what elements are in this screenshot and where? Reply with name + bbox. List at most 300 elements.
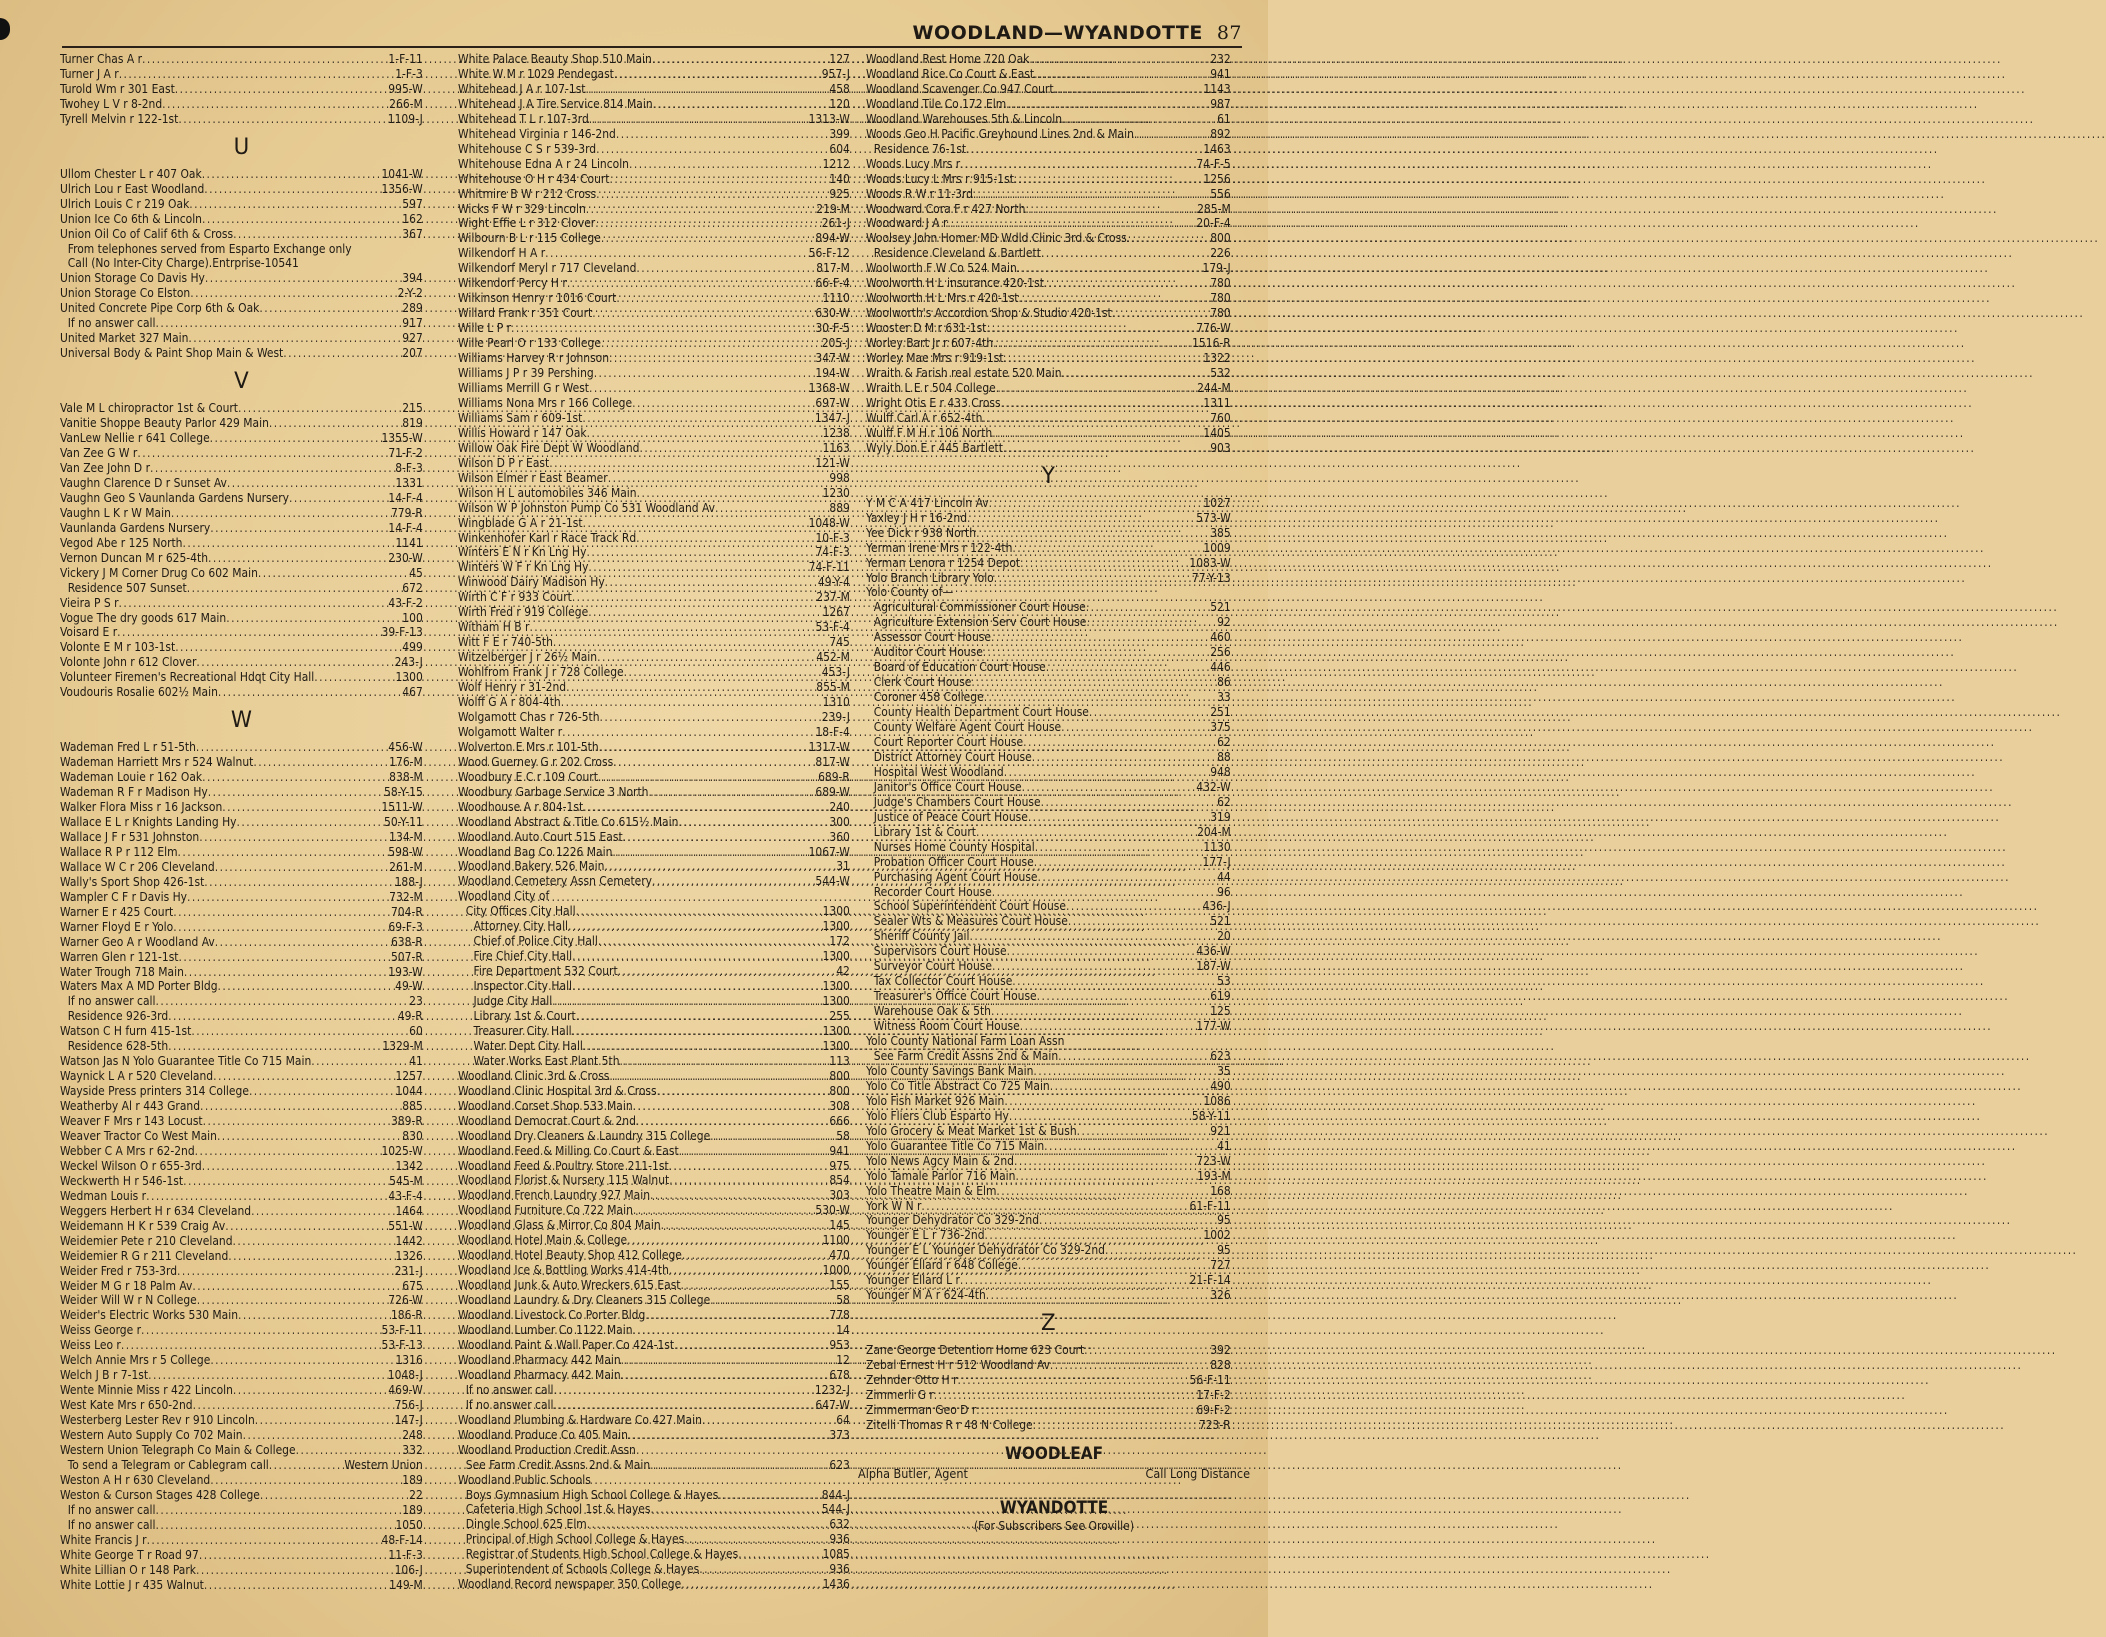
listing-row <box>458 620 850 635</box>
leader-dots <box>967 511 1196 526</box>
leader-dots <box>202 167 382 182</box>
leader-dots <box>210 1353 395 1368</box>
phone-number: 1329-M <box>382 1039 423 1054</box>
leader-dots <box>233 1234 396 1249</box>
listing-name: Willis Howard r 147 Oak <box>458 425 587 440</box>
listing-row <box>458 1577 850 1592</box>
phone-number: 43-F-4 <box>388 1188 423 1203</box>
leader-dots <box>218 685 402 700</box>
leader-dots <box>1035 840 1204 855</box>
listing-row <box>60 227 423 242</box>
phone-number: 936 <box>829 1562 850 1577</box>
page-header <box>913 22 1242 44</box>
listing-name: Probation Officer Court House <box>873 854 1034 869</box>
listing-name: If no answer call <box>67 1517 156 1532</box>
listing-name: Winters E N r Kn Lng Hy <box>458 545 587 560</box>
listing-row <box>60 1473 423 1488</box>
listing-name: Agriculture Extension Serv Court House <box>873 615 1087 630</box>
listing-name: Wademan R F r Madison Hy <box>60 785 208 800</box>
leader-dots <box>992 959 1196 974</box>
listing-row <box>60 1054 423 1069</box>
phone-number: 1516-R <box>1192 336 1231 351</box>
leader-dots <box>203 1114 391 1129</box>
phone-number: 155 <box>829 1278 850 1293</box>
leader-dots <box>552 994 822 1009</box>
listing-name: Y M C A 417 Lincoln Av <box>866 495 989 510</box>
listing-row <box>866 600 1231 615</box>
phone-number: 11-F-3 <box>388 1547 423 1562</box>
listing-row <box>458 531 850 546</box>
listing-row <box>458 874 850 889</box>
listing-name: Ulrich Lou r East Woodland <box>60 181 205 196</box>
leader-dots <box>1028 810 1210 825</box>
listing-row <box>60 1264 423 1279</box>
listing-name: Zimmerman Geo D r <box>866 1403 977 1418</box>
listing-name: Volunteer Firemen's Recreational Hdqt City Hall <box>60 670 315 685</box>
listing-row <box>60 197 423 212</box>
leader-dots <box>1007 944 1197 959</box>
phone-number: 332 <box>402 1443 423 1458</box>
leader-dots <box>168 1009 398 1024</box>
phone-number: 780 <box>1210 291 1231 306</box>
listing-name: Supervisors Court House <box>873 944 1007 959</box>
listing-name: Wilkinson Henry r 1016 Court <box>458 291 617 306</box>
listing-name: Justice of Peace Court House <box>873 809 1028 824</box>
leader-dots <box>175 640 402 655</box>
phone-number: 917 <box>402 316 423 331</box>
listing-row <box>866 855 1231 870</box>
listing-row <box>60 1204 423 1219</box>
listing-name: Woodland Feed & Milling Co Court & East <box>458 1143 679 1158</box>
leader-dots <box>1033 1418 1199 1433</box>
phone-number: 995-W <box>388 81 423 96</box>
listing-name: Whitehouse Edna A r 24 Lincoln <box>458 156 629 171</box>
listing-name: Wyly Don E r 445 Bartlett <box>866 440 1003 455</box>
listing-row <box>458 501 850 516</box>
leader-dots <box>702 1413 836 1428</box>
phone-number: 1355-W <box>381 431 423 446</box>
leader-dots <box>738 1547 822 1562</box>
phone-number: 39-F-13 <box>381 625 423 640</box>
listing-row <box>60 1353 423 1368</box>
leader-dots <box>996 381 1197 396</box>
leader-dots <box>173 920 388 935</box>
listing-name: Woodland Bag Co 1226 Main <box>458 844 613 859</box>
leader-dots <box>600 710 822 725</box>
leader-dots <box>618 964 837 979</box>
listing-row <box>866 914 1231 929</box>
listing-row <box>866 187 1231 202</box>
leader-dots <box>1084 1343 1210 1358</box>
woodleaf-title: WOODLEAF <box>1004 1444 1104 1464</box>
listing-row <box>458 1398 850 1413</box>
listing-name: Sealer Wts & Measures Court House <box>873 914 1068 929</box>
leader-dots <box>572 590 816 605</box>
leader-dots <box>183 1174 389 1189</box>
leader-dots <box>258 566 409 581</box>
listing-name: Welch Annie Mrs r 5 College <box>60 1353 211 1368</box>
listing-name: Voisard E r <box>60 625 118 640</box>
leader-dots <box>190 286 397 301</box>
leader-dots <box>960 1273 1190 1288</box>
leader-dots <box>982 411 1210 426</box>
listing-row <box>866 1343 1231 1358</box>
listing-name: Winwood Dairy Madison Hy <box>458 575 605 590</box>
leader-dots <box>1039 1213 1217 1228</box>
phone-number: 1317-W <box>808 739 850 754</box>
listing-row <box>866 97 1231 112</box>
listing-name: Weckwerth H r 546-1st <box>60 1173 184 1188</box>
phone-number: 689-R <box>818 769 850 784</box>
listing-name: Wallace J F r 531 Johnston <box>60 829 200 844</box>
leader-dots <box>173 905 391 920</box>
leader-dots <box>971 675 1217 690</box>
phone-number: 100 <box>402 610 423 625</box>
listing-name: Williams Sam r 609-1st <box>458 410 583 425</box>
listing-row <box>60 935 423 950</box>
phone-number: 92 <box>1217 615 1231 630</box>
leader-dots <box>1127 231 1210 246</box>
listing-row <box>60 1039 423 1054</box>
phone-number: 1110 <box>822 291 850 306</box>
listing-name: Woodland Warehouses 5th & Lincoln <box>866 111 1063 126</box>
phone-number: 113 <box>829 1053 850 1068</box>
listing-name: Weaver F Mrs r 143 Locust <box>60 1114 203 1129</box>
listing-name: Coroner 458 College <box>873 690 984 705</box>
listing-row <box>458 1144 850 1159</box>
listing-row <box>866 441 1231 456</box>
listing-name: Warner Geo A r Woodland Av <box>60 934 215 949</box>
phone-number: 23 <box>409 994 423 1009</box>
leader-dots <box>237 815 384 830</box>
listing-row <box>60 611 423 626</box>
listing-row <box>866 1004 1231 1019</box>
leader-dots <box>148 1368 388 1383</box>
listing-row <box>866 321 1231 336</box>
leader-dots <box>669 1159 830 1174</box>
listing-row <box>60 800 423 815</box>
listing-name: Judge City Hall <box>473 994 553 1009</box>
listing-row <box>458 1054 850 1069</box>
leader-dots <box>598 770 818 785</box>
listing-name: Weiss Leo r <box>60 1338 121 1353</box>
listing-name: Union Ice Co 6th & Lincoln <box>60 211 202 226</box>
listing-name: See Farm Credit Assns 2nd & Main <box>873 1049 1059 1063</box>
listing-row <box>458 246 850 261</box>
listing-name: Vaunlanda Gardens Nursery <box>60 520 211 535</box>
leader-dots <box>989 496 1204 511</box>
leader-dots <box>1041 795 1217 810</box>
phone-number: 1083-W <box>1189 555 1231 570</box>
leader-dots <box>568 919 823 934</box>
phone-number: Western Union <box>344 1457 423 1472</box>
listing-row <box>458 157 850 172</box>
listing-name: Younger Ellard r 648 College <box>866 1258 1018 1273</box>
phone-number: 285-M <box>1197 201 1231 216</box>
leader-dots <box>187 581 403 596</box>
listing-name: Attorney City Hall <box>473 919 569 934</box>
phone-number: 56-F-12 <box>808 246 850 261</box>
leader-dots <box>966 142 1203 157</box>
listing-name: Yerman Irene Mrs r 122-4th <box>866 540 1013 555</box>
listing-row <box>458 800 850 815</box>
leader-dots <box>976 526 1210 541</box>
listing-name: Residence Cleveland & Bartlett <box>873 246 1041 261</box>
listing-name: If no answer call <box>67 316 156 331</box>
leader-dots <box>553 1383 814 1398</box>
leader-dots <box>710 1129 836 1144</box>
phone-number: 193-W <box>388 964 423 979</box>
phone-number: 666 <box>829 1113 850 1128</box>
leader-dots <box>652 874 815 889</box>
phone-number: 1368-W <box>808 380 850 395</box>
listing-row <box>60 1383 423 1398</box>
listing-row <box>458 1173 850 1188</box>
phone-number: 74-F-11 <box>808 560 850 575</box>
leader-dots <box>587 426 823 441</box>
phone-number: 45 <box>409 565 423 580</box>
phone-number: 1230 <box>822 485 850 500</box>
listing-name: Western Auto Supply Co 702 Main <box>60 1428 243 1443</box>
phone-number: 1002 <box>1203 1228 1231 1243</box>
listing-name: Water Trough 718 Main <box>60 964 184 979</box>
listing-row <box>458 725 850 740</box>
phone-number: 42 <box>836 964 850 979</box>
listing-row <box>866 306 1231 321</box>
listing-name: Witt F E r 740-5th <box>458 635 553 650</box>
phone-number: 266-M <box>389 96 423 111</box>
leader-dots <box>188 331 402 346</box>
leader-dots <box>269 416 402 431</box>
leader-dots <box>596 187 829 202</box>
phone-number: 127 <box>829 52 850 66</box>
listing-name: Vaughn L K r W Main <box>60 505 171 520</box>
leader-dots <box>605 575 818 590</box>
listing-row <box>458 1069 850 1084</box>
leader-dots <box>150 461 395 476</box>
phone-number: 95 <box>1217 1243 1231 1258</box>
listing-row <box>60 182 423 197</box>
listing-row <box>60 506 423 521</box>
listing-row <box>60 845 423 860</box>
phone-number: 800 <box>829 1083 850 1098</box>
listing-row <box>458 949 850 964</box>
listing-name: Woodland Junk & Auto Wreckers 615 East <box>458 1278 681 1293</box>
listing-row <box>458 830 850 845</box>
leader-dots <box>1134 127 1210 142</box>
leader-dots <box>623 830 830 845</box>
listing-name: Surveyor Court House <box>873 959 992 974</box>
listing-name: Williams Merrill G r West <box>458 380 589 395</box>
leader-dots <box>1044 276 1210 291</box>
listing-row <box>458 456 850 471</box>
listing-row <box>866 1373 1231 1388</box>
listing-name: Woodland Hotel Beauty Shop 412 College <box>458 1248 682 1263</box>
phone-number: 43-F-2 <box>388 595 423 610</box>
leader-dots <box>199 830 389 845</box>
listing-row <box>60 1009 423 1024</box>
listing-name: Chief of Police City Hall <box>473 934 598 949</box>
leader-dots <box>1050 1358 1210 1373</box>
listing-name: Board of Education Court House <box>873 660 1046 675</box>
listing-row <box>458 1248 850 1263</box>
listing-row <box>458 426 850 441</box>
phone-number: 556 <box>1210 186 1231 201</box>
leader-dots <box>628 1428 829 1443</box>
leader-dots <box>191 1024 409 1039</box>
section-letter: Y <box>1041 463 1055 489</box>
listing-name: Library 1st & Court <box>473 1009 576 1023</box>
listing-name: To send a Telegram or Cablegram call <box>67 1457 269 1472</box>
listing-name: Wirth C F r 933 Court <box>458 590 572 605</box>
listing-name: Hospital West Woodland <box>873 764 1004 779</box>
leader-dots <box>1105 1243 1217 1258</box>
phone-number: 367 <box>402 226 423 241</box>
phone-number: 436-W <box>1196 944 1231 959</box>
listing-name: Woods Geo H Pacific Greyhound Lines 2nd & Main <box>866 126 1134 141</box>
leader-dots <box>583 516 809 531</box>
phone-number: 1313-W <box>808 111 850 126</box>
listing-row <box>60 82 423 97</box>
phone-number: 745 <box>829 635 850 650</box>
listing-name: Yolo News Agcy Main & 2nd <box>866 1153 1014 1168</box>
column-3 <box>866 52 1231 1433</box>
listing-name: Weidemann H K r 539 Craig Av <box>60 1218 226 1233</box>
listing-name: Younger Ellard L r <box>866 1273 960 1288</box>
phone-number: 1232-J <box>814 1382 850 1397</box>
listing-row <box>458 82 850 97</box>
leader-dots <box>155 1518 395 1533</box>
phone-number: 490 <box>1210 1078 1231 1093</box>
listing-name: Boys Gymnasium High School College & Hayes <box>465 1487 719 1502</box>
listing-name: United Concrete Pipe Corp 6th & Oak <box>60 301 260 316</box>
phone-number: 598-W <box>388 844 423 859</box>
listing-name: Wohlfrom Frank J r 728 College <box>458 665 624 680</box>
leader-dots <box>992 426 1203 441</box>
listing-row <box>866 780 1231 795</box>
listing-row <box>60 1219 423 1234</box>
listing-name: Wilkendorf Meryl r 717 Cleveland <box>458 261 637 276</box>
leader-dots <box>992 885 1217 900</box>
leader-dots <box>1009 1109 1192 1124</box>
leader-dots <box>994 571 1192 586</box>
phone-number: 1322 <box>1203 351 1231 366</box>
listing-name: Wood Guerney G r 202 Cross <box>458 754 614 769</box>
listing-name: Warner E r 425 Court <box>60 904 174 919</box>
listing-row <box>866 989 1231 1004</box>
leader-dots <box>311 1054 409 1069</box>
listing-name: Woodland Feed & Poultry Store 211-1st <box>458 1158 669 1173</box>
listing-name: United Market 327 Main <box>60 331 189 346</box>
listing-row <box>60 301 423 316</box>
phone-number: 61-F-11 <box>1189 1198 1231 1213</box>
phone-number: 399 <box>829 126 850 141</box>
listing-name: Sheriff County Jail <box>873 929 970 944</box>
listing-name: Wallace R P r 112 Elm <box>60 844 178 859</box>
phone-number: 14-F-4 <box>388 520 423 535</box>
listing-row <box>866 1403 1231 1418</box>
phone-number: 392 <box>1210 1343 1231 1358</box>
listing-row <box>60 1279 423 1294</box>
leader-dots <box>636 261 816 276</box>
phone-number: 889 <box>829 500 850 515</box>
leader-dots <box>921 1199 1189 1214</box>
listing-row <box>60 566 423 581</box>
phone-number: 1356-W <box>381 181 423 196</box>
phone-number: 697-W <box>815 395 850 410</box>
listing-row <box>866 1358 1231 1373</box>
phone-number: 1511-W <box>381 800 423 815</box>
phone-number: 925 <box>829 186 850 201</box>
listing-heading: From telephones served from Esparto Exchange only <box>67 241 352 256</box>
listing-name: If no answer call <box>465 1382 554 1397</box>
listing-row <box>60 286 423 301</box>
phone-number: 1300 <box>822 1038 850 1053</box>
listing-row <box>866 705 1231 720</box>
phone-number: 248 <box>402 1428 423 1443</box>
phone-number: 394 <box>402 271 423 286</box>
column-1 <box>60 52 423 1593</box>
listing-row <box>458 1009 850 1024</box>
leader-dots <box>215 935 391 950</box>
listing-row <box>458 979 850 994</box>
leader-dots <box>614 67 822 82</box>
listing-row <box>60 1129 423 1144</box>
listing-row <box>60 740 423 755</box>
listing-row <box>60 1578 423 1593</box>
listing-row <box>458 934 850 949</box>
phone-number: 1331 <box>395 475 423 490</box>
listing-name: White W M r 1029 Pendegast <box>458 66 614 81</box>
leader-dots <box>604 859 836 874</box>
listing-name: Zimmerli G r <box>866 1388 934 1403</box>
phone-number: 106-J <box>394 1562 423 1577</box>
phone-number: 732-M <box>389 889 423 904</box>
listing-row <box>866 1288 1231 1303</box>
phone-number: 436-J <box>1202 899 1231 914</box>
listing-row <box>60 476 423 491</box>
listing-name: Wolgamott Walter r <box>458 724 563 739</box>
listing-name: Turold Wm r 301 East <box>60 81 175 96</box>
listing-name: Weidemier R G r 211 Cleveland <box>60 1248 229 1263</box>
phone-number: 1310 <box>822 694 850 709</box>
listing-name: Woods Lucy Mrs r <box>866 156 961 171</box>
listing-row <box>458 1159 850 1174</box>
phone-number: 289 <box>402 301 423 316</box>
listing-name: Weckel Wilson O r 655-3rd <box>60 1158 202 1173</box>
listing-name: Woodland Lumber Co 1122 Main <box>458 1323 633 1338</box>
listing-row <box>60 52 423 67</box>
leader-dots <box>572 979 823 994</box>
leader-dots <box>119 596 389 611</box>
leader-dots <box>189 197 402 212</box>
listing-row <box>60 1114 423 1129</box>
listing-name: Whitehead J A r 107-1st <box>458 81 586 96</box>
listing-name: District Attorney Court House <box>873 749 1032 764</box>
listing-name: Webber C A Mrs r 62-2nd <box>60 1143 195 1158</box>
leader-dots <box>545 246 809 261</box>
listing-name: Wademan Harriett Mrs r 524 Walnut <box>60 755 254 770</box>
leader-dots <box>947 216 1196 231</box>
phone-number: 360 <box>829 829 850 844</box>
listing-name: Woodland Bakery 526 Main <box>458 859 605 874</box>
section-letter: Z <box>1041 1311 1056 1337</box>
phone-number: 230-W <box>388 550 423 565</box>
listing-row <box>60 1488 423 1503</box>
leader-dots <box>589 112 809 127</box>
listing-row <box>866 1258 1231 1273</box>
leader-dots <box>993 336 1192 351</box>
